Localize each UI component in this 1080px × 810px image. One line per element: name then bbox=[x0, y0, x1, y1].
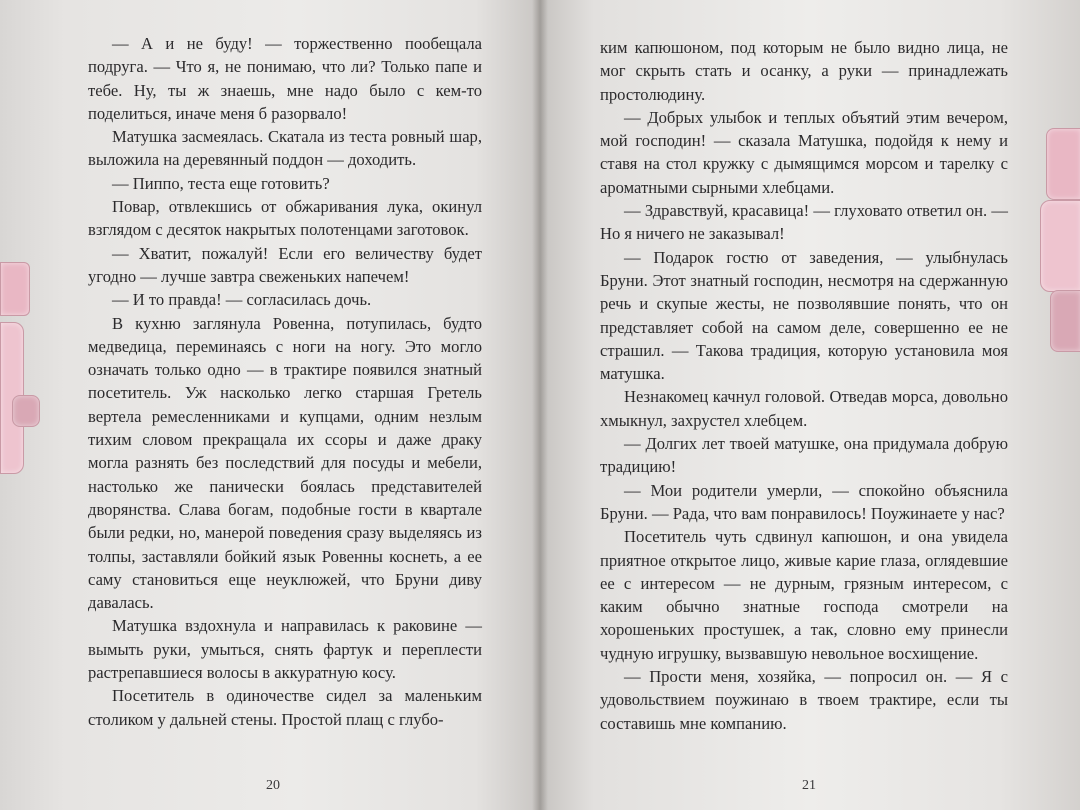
paragraph: — Добрых улыбок и теплых объятий этим вечером, мой господин! — сказала Матушка, подойдя к нему и ставя на стол кружку с дымящимся морсом и тарелку с ароматными сырными хлебцами. bbox=[600, 107, 1008, 197]
paragraph: Матушка засмеялась. Скатала из теста ровный шар, выложила на деревянный поддон — доходить. bbox=[88, 127, 482, 170]
paragraph: Посетитель в одиночестве сидел за маленьким столиком у дальней стены. Простой плащ с глубо- bbox=[88, 686, 482, 729]
pink-clip bbox=[12, 395, 40, 427]
paragraph: ким капюшоном, под которым не было видно лица, не мог скрыть стать и осанку, а руки — принадлежать простолюдину. bbox=[600, 38, 1008, 104]
right-page bbox=[540, 0, 1080, 810]
paragraph: — Прости меня, хозяйка, — попросил он. — Я с удовольствием поужинаю в твоем трактире, если ты составишь мне компанию. bbox=[600, 667, 1008, 733]
book-gutter bbox=[532, 0, 548, 810]
page-number: 21 bbox=[802, 778, 816, 793]
paragraph: Незнакомец качнул головой. Отведав морса, довольно хмыкнул, захрустел хлебцем. bbox=[600, 387, 1008, 430]
paragraph: — Здравствуй, красавица! — глуховато ответил он. — Но я ничего не заказывал! bbox=[600, 201, 1008, 244]
paragraph: — Мои родители умерли, — спокойно объяснила Бруни. — Рада, что вам понравилось! Поужинаете у нас? bbox=[600, 480, 1008, 523]
paragraph: — Хватит, пожалуй! Если его величеству будет угодно — лучше завтра свеженьких напечем! bbox=[88, 243, 482, 286]
paragraph: — Долгих лет твоей матушке, она придумала добрую традицию! bbox=[600, 434, 1008, 477]
paragraph: Повар, отвлекшись от обжаривания лука, окинул взглядом с десяток накрытых полотенцами заготовок. bbox=[88, 197, 482, 240]
paragraph: Посетитель чуть сдвинул капюшон, и она увидела приятное открытое лицо, живые карие глаза, оглядевшие ее с интересом — не дурным, грязным интересом, с каким обычно знатные господа смотрели на хорошеньких простушек, а так, словно ему принесли чудную игрушку, вызвавшую невольное восхищение. bbox=[600, 527, 1008, 663]
page-number: 20 bbox=[266, 778, 280, 793]
paragraph: — Подарок гостю от заведения, — улыбнулась Бруни. Этот знатный господин, несмотря на сдержанную речь и скупые жесты, не позволявшие понять, что он представляет собой на самом деле, совершенно ее не страшил. — Такова традиция, которую установила моя матушка. bbox=[600, 247, 1008, 384]
pink-clip bbox=[1050, 290, 1080, 352]
pink-clip bbox=[1046, 128, 1080, 200]
paragraph: Матушка вздохнула и направилась к раковине — вымыть руки, умыться, снять фартук и переплести растрепавшиеся волосы в аккуратную косу. bbox=[88, 616, 482, 683]
pink-clip bbox=[0, 262, 30, 316]
left-page-text bbox=[88, 32, 482, 731]
paragraph: — И то правда! — согласилась дочь. bbox=[112, 290, 372, 310]
paragraph: — Пиппо, теста еще готовить? bbox=[112, 173, 330, 193]
paragraph: В кухню заглянула Ровенна, потупилась, будто медведица, переминаясь с ноги на ногу. Это могло означать только одно — в трактире появился знатный посетитель. Уж насколько легко старшая Гретель вертела ремесленниками и купцами, одним незлым тихим словом прекращала их ссоры и даже драку могла разнять без последствий для посуды и мебели, настолько же панически боялась представителей дворянства. Слава богам, подобные гости в квартале были редки, но, манерой поведения сразу выделяясь из толпы, заставляли бойкий язык Ровенны коснеть, а ее саму становиться еще неуклюжей, что Бруни диву давалась. bbox=[88, 313, 482, 613]
paragraph: — А и не буду! — торжественно пообещала подруга. — Что я, не понимаю, что ли? Только папе и тебе. Ну, ты ж знаешь, мне надо было с кем-то поделиться, иначе меня б разорвало! bbox=[88, 34, 482, 123]
pink-clip bbox=[1040, 200, 1080, 292]
right-page-text bbox=[600, 36, 1008, 735]
